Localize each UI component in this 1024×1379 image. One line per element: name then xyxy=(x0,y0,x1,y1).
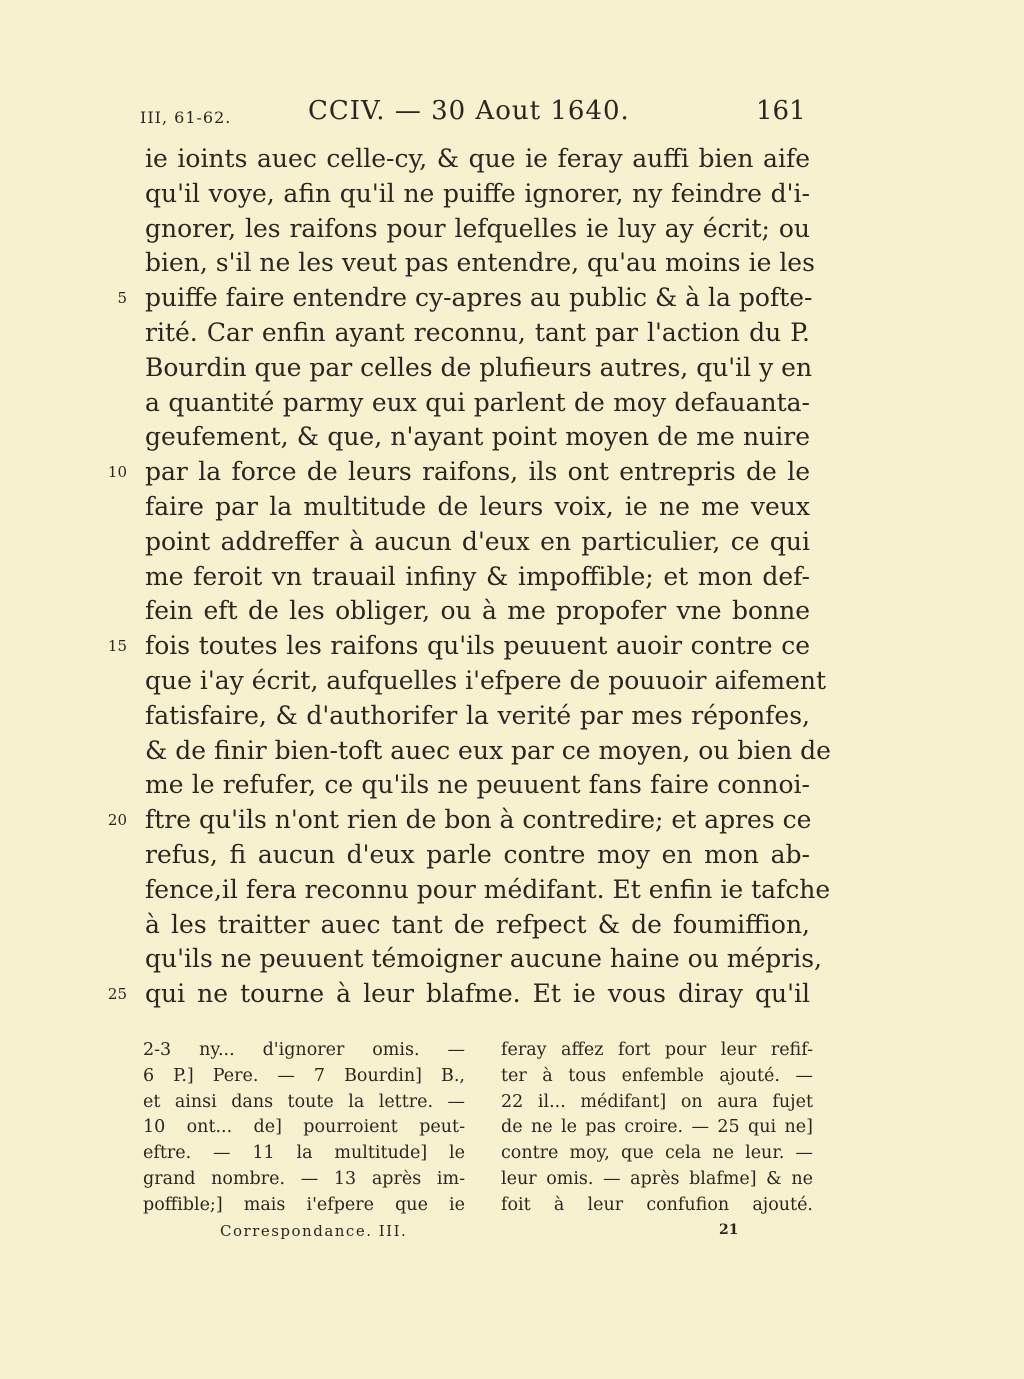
page-number: 161 xyxy=(756,96,806,126)
line-text: qu'ils ne peuuent témoigner aucune haine ou mépris, xyxy=(145,944,822,974)
text-line xyxy=(145,490,810,525)
text-line xyxy=(145,142,810,177)
note-line: contre moy, que cela ne leur. — xyxy=(501,1143,813,1164)
text-line xyxy=(145,768,810,803)
line-text: rité. Car enfin ayant reconnu, tant par l'action du P. xyxy=(145,317,810,347)
line-text: geufement, & que, n'ayant point moyen de me nuire xyxy=(145,422,810,452)
note-line: 22 il... médifant] on aura fujet xyxy=(501,1091,813,1112)
note-line: de ne le pas croire. — 25 qui ne] xyxy=(501,1117,813,1138)
line-text: fois toutes les raifons qu'ils peuuent auoir contre ce xyxy=(145,631,810,661)
line-text: me le refufer, ce qu'ils ne peuuent fans faire connoi- xyxy=(145,770,810,800)
text-line xyxy=(145,838,810,873)
text-line xyxy=(145,873,831,908)
note-line: poffible;] mais i'efpere que ie xyxy=(143,1194,465,1215)
line-text: point addreffer à aucun d'eux en particulier, ce qui xyxy=(145,526,810,556)
text-line xyxy=(107,977,810,1012)
line-text: à les traitter auec tant de refpect & de foumiffion, xyxy=(145,909,810,939)
note-line: ter à tous enfemble ajouté. — xyxy=(501,1065,813,1086)
note-line: eftre. — 11 la multitude] le xyxy=(143,1143,465,1164)
note-line: feray affez fort pour leur refif- xyxy=(501,1040,813,1060)
text-line xyxy=(145,908,810,943)
line-text: fence,il fera reconnu pour médifant. Et enfin ie tafche xyxy=(145,874,831,904)
text-line xyxy=(145,699,810,734)
text-line xyxy=(145,351,813,386)
line-text: gnorer, les raifons pour lefquelles ie luy ay écrit; ou xyxy=(145,213,810,243)
letter-heading: CCIV. — 30 Aout 1640. xyxy=(308,96,630,126)
volume-reference: III, 61-62. xyxy=(140,108,232,127)
line-number: 20 xyxy=(107,811,127,830)
text-line xyxy=(117,281,813,316)
line-text: bien, s'il ne les veut pas entendre, qu'au moins ie les xyxy=(145,248,815,278)
note-line: et ainsi dans toute la lettre. — xyxy=(143,1091,465,1112)
text-line xyxy=(145,594,810,629)
text-line xyxy=(145,420,810,455)
running-head xyxy=(0,96,1024,136)
line-number: 5 xyxy=(117,289,127,308)
line-number: 25 xyxy=(107,985,127,1004)
line-text: que i'ay écrit, aufquelles i'efpere de pouuoir aifement xyxy=(145,665,827,695)
text-line xyxy=(145,386,810,421)
line-text: Bourdin que par celles de plufieurs autres, qu'il y en xyxy=(145,352,813,382)
text-line xyxy=(145,177,810,212)
line-text: refus, fi aucun d'eux parle contre moy en mon ab- xyxy=(145,839,810,869)
line-number: 15 xyxy=(107,637,127,656)
notes-left-column xyxy=(143,1038,465,1219)
line-text: faire par la multitude de leurs voix, ie ne me veux xyxy=(145,491,810,521)
main-text xyxy=(107,142,831,1012)
text-line xyxy=(145,212,810,247)
note-line: foit à leur confufion ajouté. xyxy=(501,1194,813,1215)
line-text: a quantité parmy eux qui parlent de moy defauanta- xyxy=(145,387,810,417)
line-text: me feroit vn trauail infiny & impoffible; et mon def- xyxy=(145,561,810,591)
text-line xyxy=(145,664,827,699)
text-line xyxy=(145,942,822,977)
text-line xyxy=(145,246,815,281)
line-text: ie ioints auec celle-cy, & que ie feray auffi bien aife xyxy=(145,144,810,173)
text-line xyxy=(145,560,810,595)
notes-right-column xyxy=(501,1038,813,1219)
line-text: puiffe faire entendre cy-apres au public & à la pofte- xyxy=(145,283,813,313)
note-line: 6 P.] Pere. — 7 Bourdin] B., xyxy=(143,1065,465,1086)
text-line xyxy=(145,734,831,769)
text-line xyxy=(107,629,810,664)
line-text: fatisfaire, & d'authorifer la verité par mes réponfes, xyxy=(145,700,810,730)
signature-mark: Correspondance. III. xyxy=(220,1222,408,1240)
line-text: par la force de leurs raifons, ils ont entrepris de le xyxy=(145,457,810,487)
sheet-number: 21 xyxy=(719,1222,739,1238)
line-text: ftre qu'ils n'ont rien de bon à contredire; et apres ce xyxy=(145,805,812,835)
text-line xyxy=(107,455,810,490)
line-text: qu'il voye, afin qu'il ne puiffe ignorer, ny feindre d'i- xyxy=(145,178,810,208)
line-text: & de finir bien-toft auec eux par ce moyen, ou bien de xyxy=(145,735,831,765)
line-number: 10 xyxy=(107,463,127,482)
line-text: qui ne tourne à leur blafme. Et ie vous diray qu'il xyxy=(145,979,810,1009)
note-line: 2-3 ny... d'ignorer omis. — xyxy=(143,1040,465,1060)
text-line xyxy=(145,525,810,560)
text-line xyxy=(107,803,812,838)
note-line: grand nombre. — 13 après im- xyxy=(143,1168,465,1189)
note-line: 10 ont... de] pourroient peut- xyxy=(143,1117,465,1138)
text-line xyxy=(145,316,810,351)
line-text: fein eft de les obliger, ou à me propofer vne bonne xyxy=(145,596,810,626)
note-line: leur omis. — après blafme] & ne xyxy=(501,1168,813,1189)
